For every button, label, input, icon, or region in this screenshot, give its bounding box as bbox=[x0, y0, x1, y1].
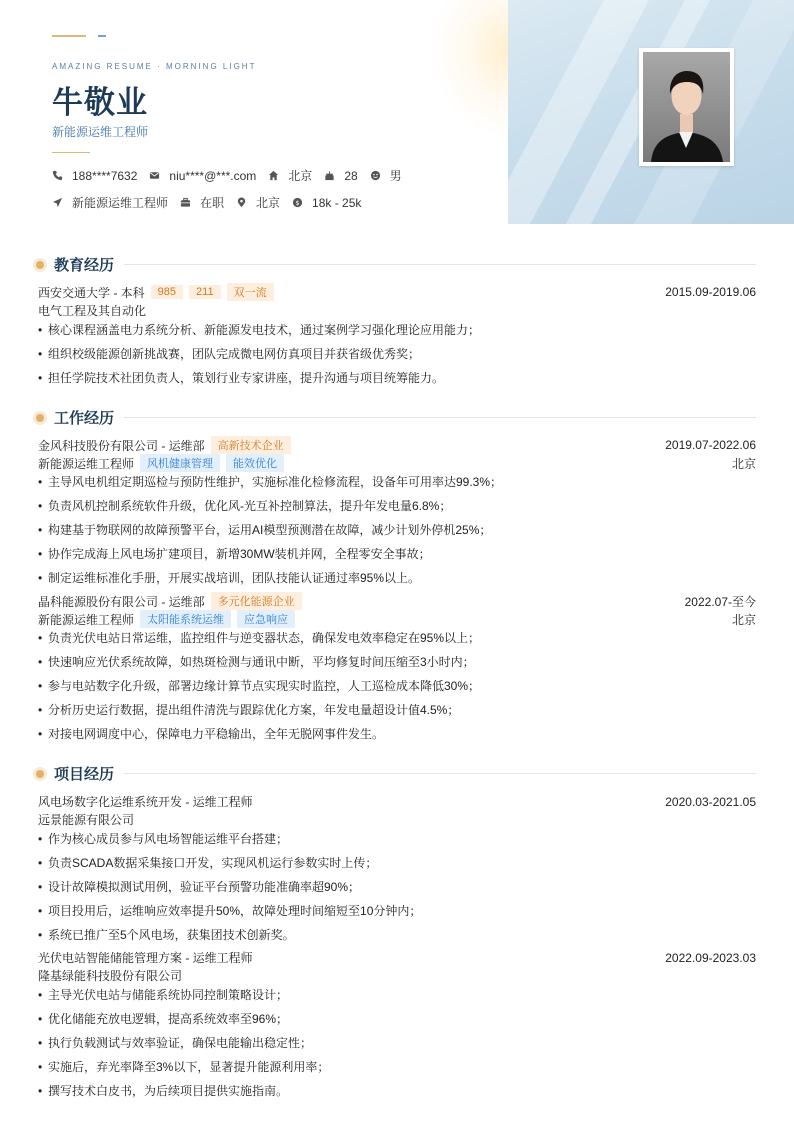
education-tag: 双一流 bbox=[227, 283, 274, 301]
project-date: 2022.09-2023.03 bbox=[665, 950, 756, 965]
section-dot-icon bbox=[36, 414, 44, 422]
job-bullet: • 负责风机控制系统软件升级，优化风-光互补控制算法，提升年发电量6.8%； bbox=[38, 497, 451, 514]
work-section-header bbox=[36, 407, 756, 428]
job-date: 2019.07-2022.06 bbox=[665, 438, 756, 452]
candidate-job-title: 新能源运维工程师 bbox=[52, 125, 149, 139]
email-text: niu****@***.com bbox=[169, 168, 257, 183]
age-text: 28 bbox=[344, 168, 358, 183]
job-bullet: • 制定运维标准化手册，开展实战培训，团队技能认证通过率95%以上。 bbox=[38, 569, 420, 586]
project-bullet: • 执行负载测试与效率验证，确保电能输出稳定性； bbox=[38, 1034, 312, 1051]
role-tag: 应急响应 bbox=[237, 610, 295, 628]
education-date: 2015.09-2019.06 bbox=[665, 285, 756, 299]
project-bullet: • 主导光伏电站与储能系统协同控制策略设计； bbox=[38, 986, 288, 1003]
job-bullet: • 参与电站数字化升级，部署边缘计算节点实现实时监控，人工巡检成本降低30%； bbox=[38, 677, 480, 694]
job-company: 晶科能源股份有限公司 - 运维部 bbox=[38, 594, 205, 609]
project-bullet: • 系统已推广至5个风电场，获集团技术创新奖。 bbox=[38, 926, 295, 943]
job-role-row bbox=[38, 454, 756, 472]
section-divider bbox=[124, 773, 756, 774]
svg-text:$: $ bbox=[295, 198, 300, 207]
education-tag: 211 bbox=[189, 285, 221, 299]
location-pin-icon bbox=[236, 197, 247, 208]
home-icon bbox=[268, 170, 279, 181]
education-school: 西安交通大学 - 本科 bbox=[38, 285, 145, 300]
project-bullet: • 设计故障模拟测试用例，验证平台预警功能准确率超90%； bbox=[38, 878, 360, 895]
project-name-row bbox=[38, 949, 756, 966]
intent-city-item bbox=[236, 194, 280, 211]
avatar bbox=[643, 52, 730, 162]
education-bullet: • 组织校级能源创新挑战赛，团队完成微电网仿真项目并获省级优秀奖； bbox=[38, 345, 420, 362]
project-bullet: • 作为核心成员参与风电场智能运维平台搭建； bbox=[38, 830, 288, 847]
job-company-row bbox=[38, 436, 756, 454]
intent-position-text: 新能源运维工程师 bbox=[72, 196, 169, 210]
project-name: 风电场数字化运维系统开发 - 运维工程师 bbox=[38, 795, 253, 809]
phone-icon bbox=[52, 170, 63, 181]
project-org: 隆基绿能科技股份有限公司 bbox=[38, 969, 183, 983]
job-bullet: • 协作完成海上风电场扩建项目，新增30MW装机并网，全程零安全事故； bbox=[38, 545, 431, 562]
mail-icon bbox=[149, 170, 160, 181]
gender-text: 男 bbox=[389, 169, 402, 183]
resume-subtitle: AMAZING RESUME · MORNING LIGHT bbox=[52, 62, 257, 71]
education-bullet: • 担任学院技术社团负责人，策划行业专家讲座，提升沟通与项目统筹能力。 bbox=[38, 369, 444, 386]
send-icon bbox=[52, 197, 63, 208]
phone-text: 188****7632 bbox=[72, 168, 138, 183]
project-org-row bbox=[38, 967, 756, 984]
project-name: 光伏电站智能储能管理方案 - 运维工程师 bbox=[38, 951, 253, 965]
job-role: 新能源运维工程师 bbox=[38, 456, 135, 471]
education-section-header bbox=[36, 254, 756, 275]
employment-status-text: 在职 bbox=[200, 196, 225, 210]
education-major-row bbox=[38, 302, 756, 319]
section-dot-icon bbox=[36, 770, 44, 778]
job-bullet: • 快速响应光伏系统故障，如热斑检测与通讯中断，平均修复时间压缩至3小时内； bbox=[38, 653, 475, 670]
work-section-title: 工作经历 bbox=[54, 410, 115, 427]
section-dot-icon bbox=[36, 261, 44, 269]
resume-header bbox=[0, 0, 794, 224]
role-tag: 太阳能系统运维 bbox=[140, 610, 231, 628]
intent-position-item bbox=[52, 194, 168, 211]
intent-city-text: 北京 bbox=[256, 196, 281, 210]
role-tag: 能效优化 bbox=[226, 454, 284, 472]
job-location: 北京 bbox=[731, 456, 756, 471]
education-school-row bbox=[38, 283, 756, 301]
salary-text: 18k - 25k bbox=[312, 195, 362, 210]
company-tag: 多元化能源企业 bbox=[211, 592, 302, 610]
home-city-text: 北京 bbox=[288, 169, 313, 183]
cake-icon bbox=[324, 170, 335, 181]
project-org-row bbox=[38, 811, 756, 828]
salary-item bbox=[292, 196, 361, 210]
company-tag: 高新技术企业 bbox=[211, 436, 291, 454]
employment-status-item bbox=[180, 194, 224, 211]
gender-icon bbox=[370, 170, 381, 181]
job-date: 2022.07-至今 bbox=[684, 594, 756, 609]
contact-row bbox=[52, 167, 414, 184]
job-bullet: • 负责光伏电站日常运维，监控组件与逆变器状态，确保发电效率稳定在95%以上； bbox=[38, 629, 480, 646]
gender-item bbox=[370, 167, 402, 184]
age-item bbox=[324, 169, 357, 183]
project-section-header bbox=[36, 763, 756, 784]
project-bullet: • 负责SCADA数据采集接口开发，实现风机运行参数实时上传； bbox=[38, 854, 377, 871]
project-date: 2020.03-2021.05 bbox=[665, 794, 756, 809]
phone-item bbox=[52, 169, 137, 183]
name-divider bbox=[52, 152, 90, 153]
briefcase-icon bbox=[180, 197, 191, 208]
project-section-title: 项目经历 bbox=[54, 766, 115, 783]
project-bullet: • 项目投用后，运维响应效率提升50%，故障处理时间缩短至10分钟内； bbox=[38, 902, 421, 919]
job-bullet: • 构建基于物联网的故障预警平台，运用AI模型预测潜在故障，减少计划外停机25%； bbox=[38, 521, 491, 538]
section-divider bbox=[124, 264, 756, 265]
job-bullet: • 主导风电机组定期巡检与预防性维护，实施标准化检修流程，设备年可用率达99.3%； bbox=[38, 473, 502, 490]
profile-photo bbox=[639, 48, 734, 166]
job-bullet: • 分析历史运行数据，提出组件清洗与跟踪优化方案，年发电量超设计值4.5%； bbox=[38, 701, 459, 718]
education-bullet: • 核心课程涵盖电力系统分析、新能源发电技术，通过案例学习强化理论应用能力； bbox=[38, 321, 480, 338]
job-role-row bbox=[38, 610, 756, 628]
role-tag: 风机健康管理 bbox=[140, 454, 220, 472]
education-major: 电气工程及其自动化 bbox=[38, 304, 147, 318]
education-section-title: 教育经历 bbox=[54, 257, 115, 274]
email-item bbox=[149, 169, 256, 183]
section-divider bbox=[124, 417, 756, 418]
project-bullet: • 撰写技术白皮书，为后续项目提供实施指南。 bbox=[38, 1082, 288, 1099]
project-name-row bbox=[38, 793, 756, 810]
project-bullet: • 优化储能充放电逻辑，提高系统效率至96%； bbox=[38, 1010, 288, 1027]
job-role: 新能源运维工程师 bbox=[38, 612, 135, 627]
salary-icon bbox=[292, 197, 303, 208]
job-company-row bbox=[38, 592, 756, 610]
job-bullet: • 对接电网调度中心，保障电力平稳输出，全年无脱网事件发生。 bbox=[38, 725, 384, 742]
home-city-item bbox=[268, 167, 312, 184]
project-bullet: • 实施后，弃光率降至3%以下，显著提升能源利用率； bbox=[38, 1058, 329, 1075]
education-tag: 985 bbox=[151, 285, 183, 299]
candidate-name: 牛敬业 bbox=[52, 85, 148, 120]
header-accent-lines bbox=[52, 35, 106, 53]
project-org: 远景能源有限公司 bbox=[38, 813, 135, 827]
job-location: 北京 bbox=[731, 612, 756, 627]
job-intent-row bbox=[52, 194, 373, 211]
job-company: 金风科技股份有限公司 - 运维部 bbox=[38, 438, 205, 453]
